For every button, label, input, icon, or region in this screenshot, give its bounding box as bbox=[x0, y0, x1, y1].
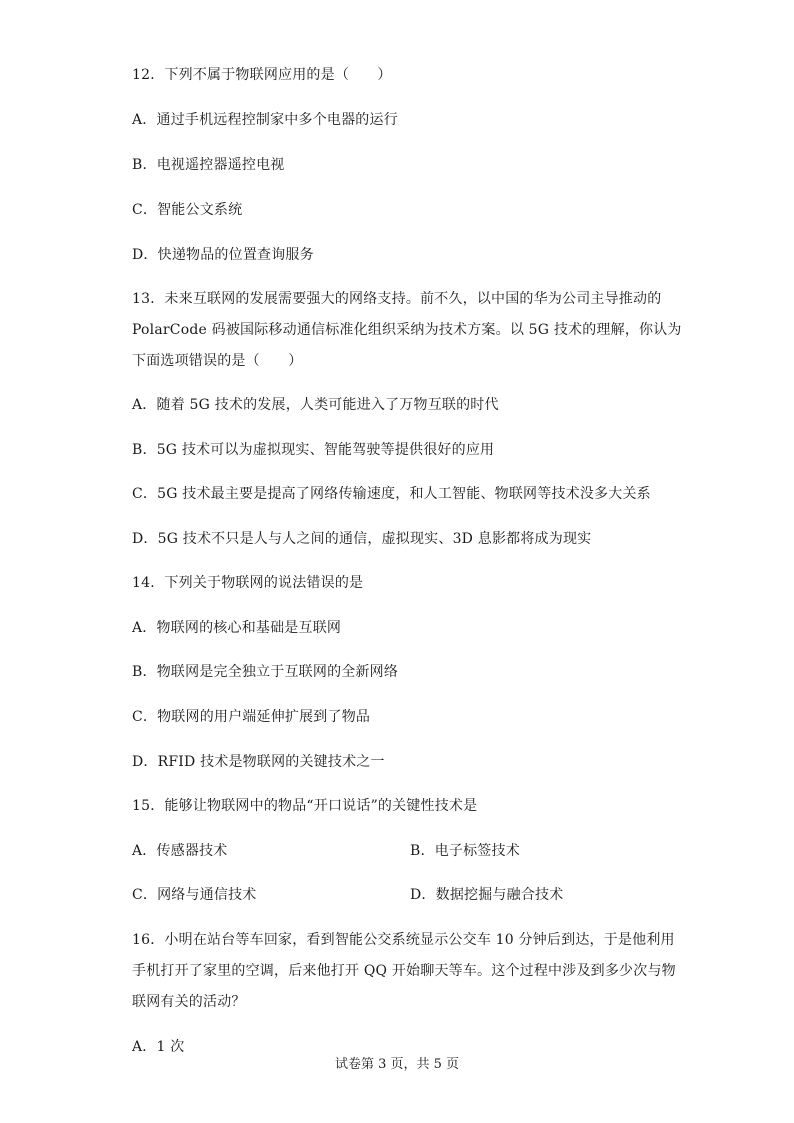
question-12-option-c: C．智能公文系统 bbox=[132, 202, 243, 218]
question-15-option-d: D．数据挖掘与融合技术 bbox=[410, 887, 564, 903]
question-13-option-d: D．5G 技术不只是人与人之间的通信，虚拟现实、3D 息影都将成为现实 bbox=[132, 531, 592, 547]
question-16-stem-line-1: 16．小明在站台等车回家，看到智能公交系统显示公交车 10 分钟后到达，于是他利用 bbox=[132, 932, 675, 948]
question-14-option-d: D．RFID 技术是物联网的关键技术之一 bbox=[132, 754, 385, 770]
question-13-stem-line-2: PolarCode 码被国际移动通信标准化组织采纳为技术方案。以 5G 技术的理解，你认为 bbox=[132, 322, 682, 338]
question-16-option-a: A．1 次 bbox=[132, 1039, 185, 1055]
question-14-option-a: A．物联网的核心和基础是互联网 bbox=[132, 620, 342, 636]
question-13-option-a: A．随着 5G 技术的发展，人类可能进入了万物互联的时代 bbox=[132, 397, 499, 413]
question-12-option-d: D．快递物品的位置查询服务 bbox=[132, 247, 314, 263]
question-13-stem-line-1: 13．未来互联网的发展需要强大的网络支持。前不久，以中国的华为公司主导推动的 bbox=[132, 291, 662, 307]
question-14-option-b: B．物联网是完全独立于互联网的全新网络 bbox=[132, 664, 399, 680]
question-16-stem-line-3: 联网有关的活动？ bbox=[132, 994, 246, 1010]
question-13-option-c: C．5G 技术最主要是提高了网络传输速度，和人工智能、物联网等技术没多大关系 bbox=[132, 486, 651, 502]
question-16-stem-line-2: 手机打开了家里的空调，后来他打开 QQ 开始聊天等车。这个过程中涉及到多少次与物 bbox=[132, 963, 676, 979]
question-13-option-b: B．5G 技术可以为虚拟现实、智能驾驶等提供很好的应用 bbox=[132, 442, 495, 458]
question-12-option-a: A．通过手机远程控制家中多个电器的运行 bbox=[132, 112, 398, 128]
page-footer: 试卷第 3 页，共 5 页 bbox=[334, 1057, 460, 1072]
question-13-stem-line-3: 下面选项错误的是（ ） bbox=[132, 353, 303, 369]
question-15-stem: 15．能够让物联网中的物品“开口说话”的关键性技术是 bbox=[132, 798, 478, 814]
question-15-option-b: B．电子标签技术 bbox=[410, 843, 520, 859]
question-15-option-a: A．传感器技术 bbox=[132, 843, 228, 859]
question-15-option-c: C．网络与通信技术 bbox=[132, 887, 257, 903]
question-14-option-c: C．物联网的用户端延伸扩展到了物品 bbox=[132, 709, 371, 725]
question-14-stem: 14．下列关于物联网的说法错误的是 bbox=[132, 575, 364, 591]
question-12-stem: 12．下列不属于物联网应用的是（ ） bbox=[132, 67, 392, 83]
question-12-option-b: B．电视遥控器遥控电视 bbox=[132, 157, 285, 173]
